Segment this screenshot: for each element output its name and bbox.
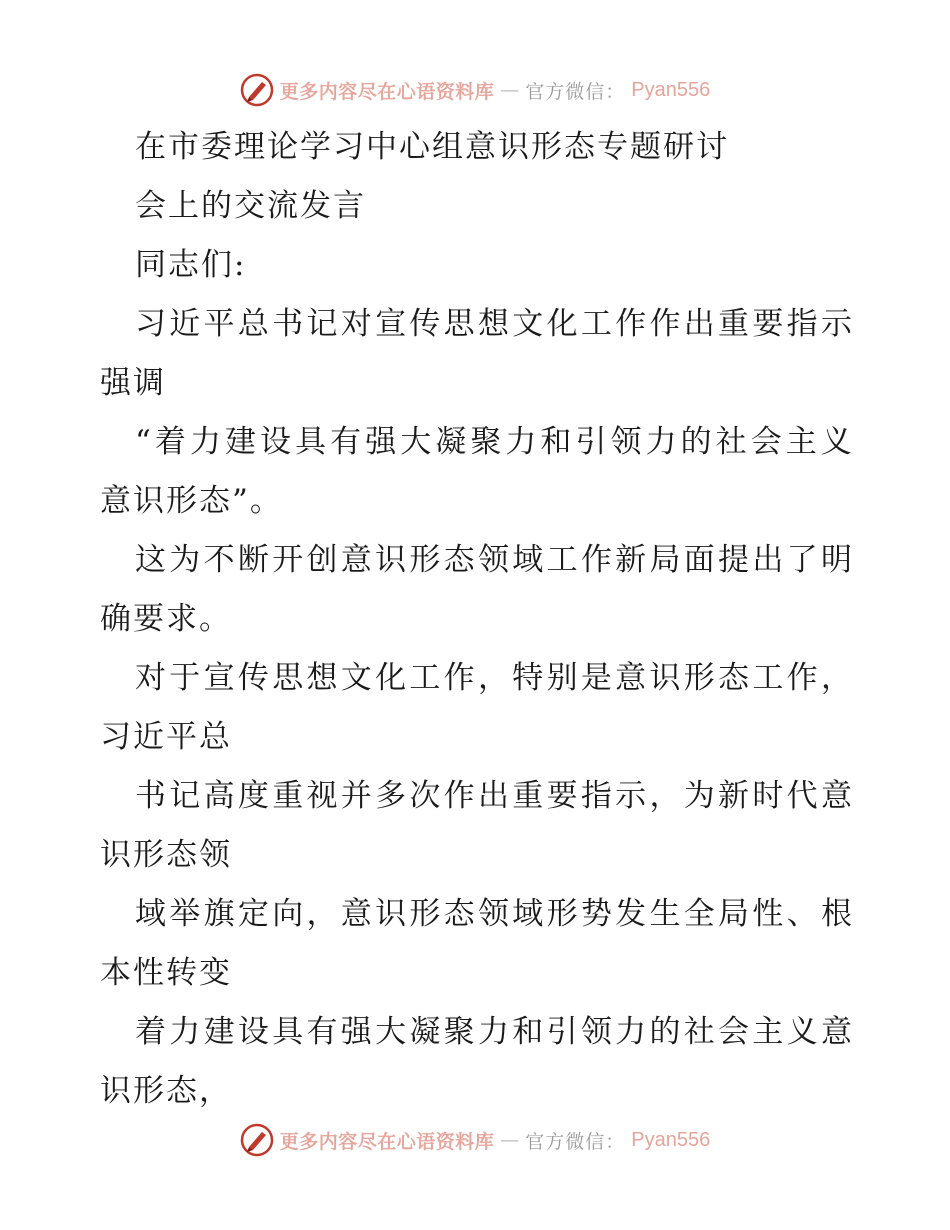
body-char: 力	[505, 424, 537, 460]
body-char: 开	[272, 542, 304, 578]
body-char: 凝	[435, 424, 467, 460]
body-char: 工	[546, 542, 578, 578]
body-char: 作	[786, 660, 818, 696]
body-char: 有	[306, 1014, 338, 1050]
body-char: 书	[135, 778, 166, 814]
body-char: 出	[752, 542, 784, 578]
body-char: 想	[477, 306, 509, 342]
body-line: 识形态领	[100, 837, 232, 873]
body-char: 指	[786, 306, 818, 342]
body-char: 和	[540, 424, 572, 460]
watermark-wechat-id: Pyan556	[631, 1128, 711, 1151]
body-char: 这	[135, 542, 166, 578]
body-char: 传	[409, 306, 441, 342]
doc-title-line-1: 在市委理论学习中心组意识形态专题研讨	[135, 129, 729, 165]
body-char: 主	[785, 424, 817, 460]
body-char: 思	[443, 306, 475, 342]
body-char: 生	[649, 896, 681, 932]
body-char: 并	[340, 778, 372, 814]
body-char: 发	[615, 896, 647, 932]
body-char: 断	[237, 542, 269, 578]
body-char: 引	[575, 424, 607, 460]
body-char: 设	[260, 424, 292, 460]
body-char: 旗	[203, 896, 235, 932]
body-line	[100, 654, 852, 702]
body-char: 会	[750, 424, 782, 460]
body-char: 重	[512, 778, 544, 814]
body-char: 传	[237, 660, 269, 696]
body-char: 重	[272, 778, 304, 814]
body-line	[100, 536, 852, 584]
body-char: 领	[477, 896, 509, 932]
body-char: 态	[443, 896, 475, 932]
body-char: 强	[365, 424, 397, 460]
body-char: 习	[135, 306, 166, 342]
body-char: 领	[610, 424, 642, 460]
watermark-text: 更多内容尽在心语资料库	[279, 80, 495, 103]
body-char: 别	[546, 660, 578, 696]
body-char: 视	[306, 778, 338, 814]
body-char: 社	[683, 1014, 715, 1050]
document-body	[100, 123, 852, 1126]
body-char: 代	[786, 778, 818, 814]
body-char: 化	[375, 660, 407, 696]
footer-watermark	[0, 1120, 950, 1160]
body-char: 要	[752, 306, 784, 342]
body-char: 总	[237, 306, 269, 342]
watermark-text: 更多内容尽在心语资料库	[279, 1130, 495, 1153]
watermark-dash: —	[500, 79, 520, 101]
body-char: 定	[237, 896, 269, 932]
body-char: 领	[477, 542, 509, 578]
watermark-dash: —	[500, 1129, 520, 1151]
body-line	[100, 890, 852, 938]
body-char: 意	[340, 542, 372, 578]
body-char: 力	[477, 1014, 509, 1050]
body-char: 具	[272, 1014, 304, 1050]
body-char: 、	[786, 896, 818, 932]
body-char: 根	[820, 896, 852, 932]
body-char: 性	[752, 896, 784, 932]
body-char: 出	[683, 306, 715, 342]
body-char: 新	[718, 778, 750, 814]
body-char: 作	[443, 778, 475, 814]
body-char: 向	[272, 896, 304, 932]
salutation: 同志们:	[135, 247, 247, 283]
body-char: 出	[477, 778, 509, 814]
body-char: 聚	[470, 424, 502, 460]
body-char: 是	[580, 660, 612, 696]
body-char: 宣	[203, 660, 235, 696]
body-char: 举	[169, 896, 201, 932]
doc-title-line-2: 会上的交流发言	[135, 188, 366, 224]
body-char: 创	[306, 542, 338, 578]
body-char: 领	[580, 1014, 612, 1050]
body-char: 新	[615, 542, 647, 578]
body-char: 义	[820, 424, 852, 460]
body-line: 强调	[100, 365, 166, 401]
body-line: 习近平总	[100, 719, 232, 755]
body-char: 力	[169, 1014, 201, 1050]
body-char: 义	[786, 1014, 818, 1050]
body-char: 意	[340, 896, 372, 932]
body-char: 局	[718, 896, 750, 932]
body-char: 对	[135, 660, 166, 696]
body-char: 识	[375, 542, 407, 578]
body-char: 凝	[409, 1014, 441, 1050]
body-line	[100, 772, 852, 820]
body-char: 为	[683, 778, 715, 814]
body-char: 于	[169, 660, 201, 696]
body-char: 大	[375, 1014, 407, 1050]
body-char: 势	[580, 896, 612, 932]
body-char: 明	[820, 542, 852, 578]
body-char: 力	[189, 424, 221, 460]
body-char: 时	[752, 778, 784, 814]
body-char: 局	[649, 542, 681, 578]
body-char: 形	[409, 542, 441, 578]
body-char: 作	[580, 542, 612, 578]
body-char: 域	[135, 896, 166, 932]
body-char: 强	[340, 1014, 372, 1050]
watermark-wechat-id: Pyan556	[631, 78, 711, 101]
body-char: 力	[645, 424, 677, 460]
body-char: 思	[272, 660, 304, 696]
body-char: 形	[683, 660, 715, 696]
body-char: 建	[225, 424, 256, 460]
body-char: 具	[295, 424, 327, 460]
body-char: 记	[169, 778, 201, 814]
body-char: 指	[580, 778, 612, 814]
body-char: 域	[512, 542, 544, 578]
body-char: 意	[820, 778, 852, 814]
body-line	[100, 418, 852, 466]
body-char: 宣	[375, 306, 407, 342]
body-char: 作	[649, 306, 681, 342]
watermark-wechat-label: 官方微信：	[525, 1130, 626, 1153]
body-char: 度	[237, 778, 269, 814]
body-char: 态	[443, 542, 475, 578]
body-char: 域	[512, 896, 544, 932]
body-char: 文	[512, 306, 544, 342]
body-char: 全	[683, 896, 715, 932]
body-char: 重	[718, 306, 750, 342]
body-char: 引	[546, 1014, 578, 1050]
body-char: 建	[203, 1014, 235, 1050]
body-char: 为	[169, 542, 201, 578]
pen-logo-icon	[240, 1123, 274, 1157]
body-line: 本性转变	[100, 955, 232, 991]
body-char: 了	[786, 542, 818, 578]
body-line: 确要求。	[100, 601, 232, 637]
body-char: 作	[615, 306, 647, 342]
body-char: 识	[375, 896, 407, 932]
body-char: 着	[154, 424, 186, 460]
body-char: ，	[477, 660, 509, 696]
body-char: 次	[409, 778, 441, 814]
body-char: 工	[580, 306, 612, 342]
body-char: 记	[306, 306, 338, 342]
body-line	[100, 1008, 852, 1056]
body-char: ，	[820, 660, 852, 696]
body-char: 示	[615, 778, 647, 814]
body-char: 和	[512, 1014, 544, 1050]
body-line: 识形态，	[100, 1073, 232, 1109]
body-char: 书	[272, 306, 304, 342]
body-char: 识	[649, 660, 681, 696]
body-char: 设	[237, 1014, 269, 1050]
body-line	[100, 300, 852, 348]
body-char: 面	[683, 542, 715, 578]
body-char: 文	[340, 660, 372, 696]
body-char: 提	[718, 542, 750, 578]
body-char: ，	[649, 778, 681, 814]
body-char: 力	[615, 1014, 647, 1050]
body-char: 工	[752, 660, 784, 696]
body-char: 高	[203, 778, 235, 814]
body-char: 不	[203, 542, 235, 578]
body-char: 意	[615, 660, 647, 696]
body-char: 近	[169, 306, 201, 342]
body-char: 作	[443, 660, 475, 696]
body-char: 形	[546, 896, 578, 932]
header-watermark	[0, 70, 950, 110]
body-char: 特	[512, 660, 544, 696]
body-char: 对	[340, 306, 372, 342]
body-char: 大	[400, 424, 432, 460]
body-char: 示	[820, 306, 852, 342]
body-char: 着	[135, 1014, 166, 1050]
body-char: 形	[409, 896, 441, 932]
body-char: 平	[203, 306, 235, 342]
body-char: 社	[715, 424, 747, 460]
body-char: 意	[820, 1014, 852, 1050]
body-char: 有	[330, 424, 362, 460]
body-line: 意识形态”。	[100, 483, 283, 519]
watermark-wechat-label: 官方微信：	[525, 80, 626, 103]
body-char: 的	[649, 1014, 681, 1050]
body-char: ，	[306, 896, 338, 932]
body-char: 聚	[443, 1014, 475, 1050]
body-char: 想	[306, 660, 338, 696]
body-char: 工	[409, 660, 441, 696]
body-char: 的	[680, 424, 712, 460]
pen-logo-icon	[240, 73, 274, 107]
body-char: 化	[546, 306, 578, 342]
body-char: “	[135, 424, 151, 460]
body-char: 多	[375, 778, 407, 814]
body-char: 会	[718, 1014, 750, 1050]
body-char: 要	[546, 778, 578, 814]
body-char: 主	[752, 1014, 784, 1050]
body-char: 态	[718, 660, 750, 696]
